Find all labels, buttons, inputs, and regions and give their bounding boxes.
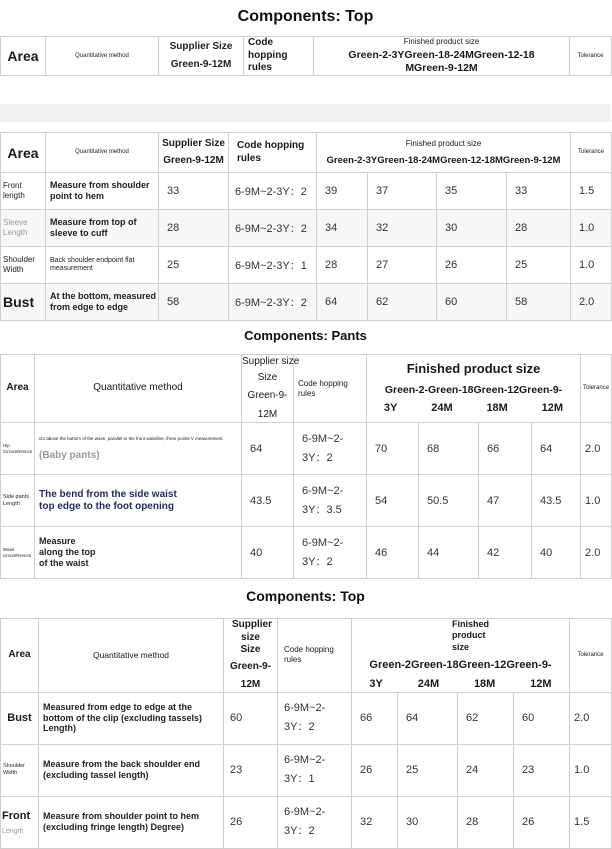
size-value: 54 <box>367 475 419 527</box>
size-value: 30 <box>437 210 507 247</box>
code-line-1: 6-9M~2- <box>284 806 326 819</box>
tolerance-cell: 1.0 <box>570 744 612 796</box>
code-header: Code hopping rules <box>244 37 314 76</box>
code-cell: 6-9M~2-3Y：1 <box>229 247 317 284</box>
size-value: 24 <box>458 744 514 796</box>
size-value: 27 <box>368 247 437 284</box>
supplier-label: Supplier size <box>242 356 300 367</box>
size-value: 34 <box>317 210 368 247</box>
tolerance-header: Tolerance <box>581 355 612 423</box>
code-line-1: 6-9M~2- <box>302 484 344 497</box>
code-cell <box>294 527 367 579</box>
tolerance-header: Tolerance <box>570 37 612 76</box>
section-top-3 <box>0 584 611 849</box>
section-divider <box>0 104 611 122</box>
area-cell: Hip Circumference <box>1 423 35 475</box>
size-value: 39 <box>317 173 368 210</box>
size-table-header-1 <box>0 36 612 76</box>
size-label: 24M <box>431 401 453 414</box>
size-value: 64 <box>398 692 458 744</box>
table-row <box>1 796 612 848</box>
area-cell: Shoulder Width <box>1 744 39 796</box>
method-header: Quantitative method <box>46 133 159 173</box>
area-cell: Bust <box>1 692 39 744</box>
size-value: 47 <box>479 475 532 527</box>
method-grey-note: (Baby pants) <box>39 449 100 461</box>
method-cell: Measured from edge to edge at the bottom of the clip (excluding tassels) Length) <box>39 692 224 744</box>
area-cell: Bust <box>1 284 46 321</box>
size-value: 26 <box>514 796 570 848</box>
method-note: Go above the bottom of the wave, parallel to the front waistline, three points V measurement <box>39 436 223 442</box>
size-label: 18M <box>486 401 508 414</box>
method-cell: Measure from top of sleeve to cuff <box>46 210 159 247</box>
tolerance-cell: 1.0 <box>571 210 612 247</box>
code-line-1: 6-9M~2- <box>302 432 344 445</box>
method-header: Quantitative method <box>39 619 224 693</box>
section-pants <box>0 324 611 582</box>
size-value: 28 <box>507 210 571 247</box>
finished-header <box>367 355 581 423</box>
tolerance-cell: 2.0 <box>581 527 612 579</box>
finished-sizes <box>317 155 570 167</box>
tolerance-header: Tolerance <box>570 619 612 693</box>
section-title: Components: Pants <box>244 328 367 343</box>
supplier-size-label: Green-9- <box>247 390 288 401</box>
supplier-header <box>224 619 278 693</box>
method-cell: The bend from the side waist top edge to the foot opening <box>35 475 242 527</box>
tolerance-cell: 2.0 <box>570 692 612 744</box>
code-cell <box>278 692 352 744</box>
code-cell: 6-9M~2-3Y：2 <box>229 284 317 321</box>
size-value: 28 <box>317 247 368 284</box>
finished-label: Finished product size <box>452 619 490 652</box>
size-value: 30 <box>398 796 458 848</box>
area-header: Area <box>1 133 46 173</box>
table-row <box>1 173 612 210</box>
method-cell: Back shoulder endpoint flat measurement <box>46 247 159 284</box>
supplier-size-label: Green-9- <box>229 660 272 672</box>
size-value: 66 <box>479 423 532 475</box>
finished-label: Finished product size <box>403 37 480 46</box>
size-value: 33 <box>507 173 571 210</box>
supplier-cell: 23 <box>224 744 278 796</box>
finished-header <box>314 37 570 76</box>
code-cell <box>294 475 367 527</box>
size-value: 62 <box>458 692 514 744</box>
size-value: 32 <box>352 796 398 848</box>
table-row <box>1 527 612 579</box>
size-value: 62 <box>368 284 437 321</box>
finished-sizes-label: Green-2-3YGreen-18-24MGreen-12-18 MGreen-9-12M <box>348 49 535 75</box>
size-value: 66 <box>352 692 398 744</box>
finished-label: Finished product size <box>406 361 541 377</box>
code-cell: 6-9M~2-3Y：2 <box>229 173 317 210</box>
code-line-2: 3Y：2 <box>284 721 315 733</box>
area-header: Area <box>1 619 39 693</box>
size-value: 68 <box>419 423 479 475</box>
section-top-2 <box>0 132 611 322</box>
size-label: 3Y <box>383 401 398 414</box>
size-value: 60 <box>514 692 570 744</box>
supplier-label: Supplier size Size <box>232 619 273 655</box>
code-line-2: 3Y：2 <box>302 555 333 568</box>
supplier-label: Supplier Size <box>162 138 225 149</box>
size-table-top <box>0 132 612 321</box>
area-label: Front <box>2 809 31 822</box>
supplier-size-label: Green-9-12M <box>163 154 224 166</box>
size-value: 50.5 <box>419 475 479 527</box>
tolerance-cell: 1.0 <box>581 475 612 527</box>
size-label: 18M <box>473 677 496 690</box>
size-label: 3Y <box>369 677 383 690</box>
finished-sizes-bottom <box>367 402 580 416</box>
size-value: 64 <box>532 423 581 475</box>
finished-sizes-top: Green-2-Green-18Green-12Green-9- <box>384 383 563 396</box>
area-label-sub: Length <box>2 827 24 835</box>
code-line-2: 3Y：2 <box>302 451 333 464</box>
code-cell <box>278 744 352 796</box>
size-value: 42 <box>479 527 532 579</box>
finished-sizes-top: Green-2Green-18Green-12Green-9- <box>369 658 552 671</box>
section-title: Components: Top <box>246 588 365 604</box>
supplier-size-label-sub: 12M <box>240 679 261 690</box>
method-cell: At the bottom, measured from edge to edge <box>46 284 159 321</box>
area-cell <box>1 796 39 848</box>
size-value: 23 <box>514 744 570 796</box>
table-row <box>1 210 612 247</box>
code-line-2: 3Y：2 <box>284 825 315 837</box>
size-value: 60 <box>437 284 507 321</box>
size-value: 44 <box>419 527 479 579</box>
code-cell: 6-9M~2-3Y：2 <box>229 210 317 247</box>
code-line-2: 3Y：1 <box>284 773 315 785</box>
table-row <box>1 284 612 321</box>
size-value: 26 <box>437 247 507 284</box>
method-cell: Measure from shoulder point to hem <box>46 173 159 210</box>
code-line-1: 6-9M~2- <box>284 702 326 715</box>
size-value: 28 <box>458 796 514 848</box>
size-label: 12M <box>541 401 564 414</box>
finished-label: Finished product size <box>405 138 482 148</box>
size-value: 26 <box>352 744 398 796</box>
code-line-1: 6-9M~2- <box>302 536 344 549</box>
tolerance-cell: 1.5 <box>570 796 612 848</box>
supplier-label-sub: Size <box>257 371 278 383</box>
supplier-cell: 40 <box>242 527 294 579</box>
supplier-size-label-sub: 12M <box>257 408 278 420</box>
supplier-cell: 28 <box>159 210 229 247</box>
size-value: 25 <box>507 247 571 284</box>
method-header: Quantitative method <box>46 37 159 76</box>
table-row <box>1 744 612 796</box>
size-value: 58 <box>507 284 571 321</box>
method-cell: Measure along the top of the waist <box>35 527 242 579</box>
supplier-header <box>159 133 229 173</box>
area-cell: Sleeve Length <box>1 210 46 247</box>
size-value: 70 <box>367 423 419 475</box>
tolerance-header: Tolerance <box>571 133 612 173</box>
size-label: Green-2-3Y <box>326 154 378 166</box>
finished-header <box>352 619 570 693</box>
code-header: Code hopping rules <box>229 133 317 173</box>
code-line-1: 6-9M~2- <box>284 754 326 767</box>
area-cell: Front length <box>1 173 46 210</box>
code-cell <box>294 423 367 475</box>
size-label: Green-12-18M <box>440 154 503 166</box>
size-value: 43.5 <box>532 475 581 527</box>
code-line-2: 3Y：3.5 <box>302 503 342 516</box>
supplier-cell: 64 <box>242 423 294 475</box>
supplier-cell: 60 <box>224 692 278 744</box>
size-table-pants <box>0 354 612 579</box>
tolerance-cell: 1.5 <box>571 173 612 210</box>
size-label: Green-18-24M <box>377 154 441 166</box>
method-cell <box>35 423 242 475</box>
code-cell <box>278 796 352 848</box>
supplier-label: Supplier Size <box>169 40 233 52</box>
tolerance-cell: 2.0 <box>581 423 612 475</box>
tolerance-cell: 2.0 <box>571 284 612 321</box>
area-cell: Shoulder Width <box>1 247 46 284</box>
supplier-cell: 58 <box>159 284 229 321</box>
size-value: 40 <box>532 527 581 579</box>
size-label: Green-9-12M <box>502 154 561 166</box>
finished-header <box>317 133 571 173</box>
area-cell: Side pants Length <box>1 475 35 527</box>
method-cell: Measure from the back shoulder end (excluding tassel length) <box>39 744 224 796</box>
supplier-cell: 33 <box>159 173 229 210</box>
area-header: Area <box>1 355 35 423</box>
supplier-cell: 25 <box>159 247 229 284</box>
size-value: 46 <box>367 527 419 579</box>
supplier-size-label: Green-9-12M <box>170 59 232 71</box>
size-label: 12M <box>530 677 552 690</box>
size-value: 35 <box>437 173 507 210</box>
size-value: 64 <box>317 284 368 321</box>
size-label: 24M <box>417 677 440 690</box>
table-row <box>1 692 612 744</box>
section-top-1 <box>0 0 611 92</box>
size-value: 25 <box>398 744 458 796</box>
section-title: Components: Top <box>237 8 374 25</box>
size-value: 37 <box>368 173 437 210</box>
area-cell: Waist circumference <box>1 527 35 579</box>
code-header: Code hopping rules <box>278 619 352 693</box>
table-row <box>1 247 612 284</box>
area-header: Area <box>1 37 46 76</box>
supplier-header <box>242 355 300 423</box>
size-table-top-2 <box>0 618 612 849</box>
tolerance-cell: 1.0 <box>571 247 612 284</box>
finished-sizes-bottom <box>352 678 569 692</box>
method-cell: Measure from shoulder point to hem (excluding fringe length) Degree) <box>39 796 224 848</box>
table-row <box>1 475 612 527</box>
method-header: Quantitative method <box>35 355 242 423</box>
supplier-cell: 26 <box>224 796 278 848</box>
code-header: Code hopping rules <box>294 355 367 423</box>
supplier-cell: 43.5 <box>242 475 294 527</box>
supplier-header <box>159 37 244 76</box>
size-value: 32 <box>368 210 437 247</box>
table-row <box>1 423 612 475</box>
